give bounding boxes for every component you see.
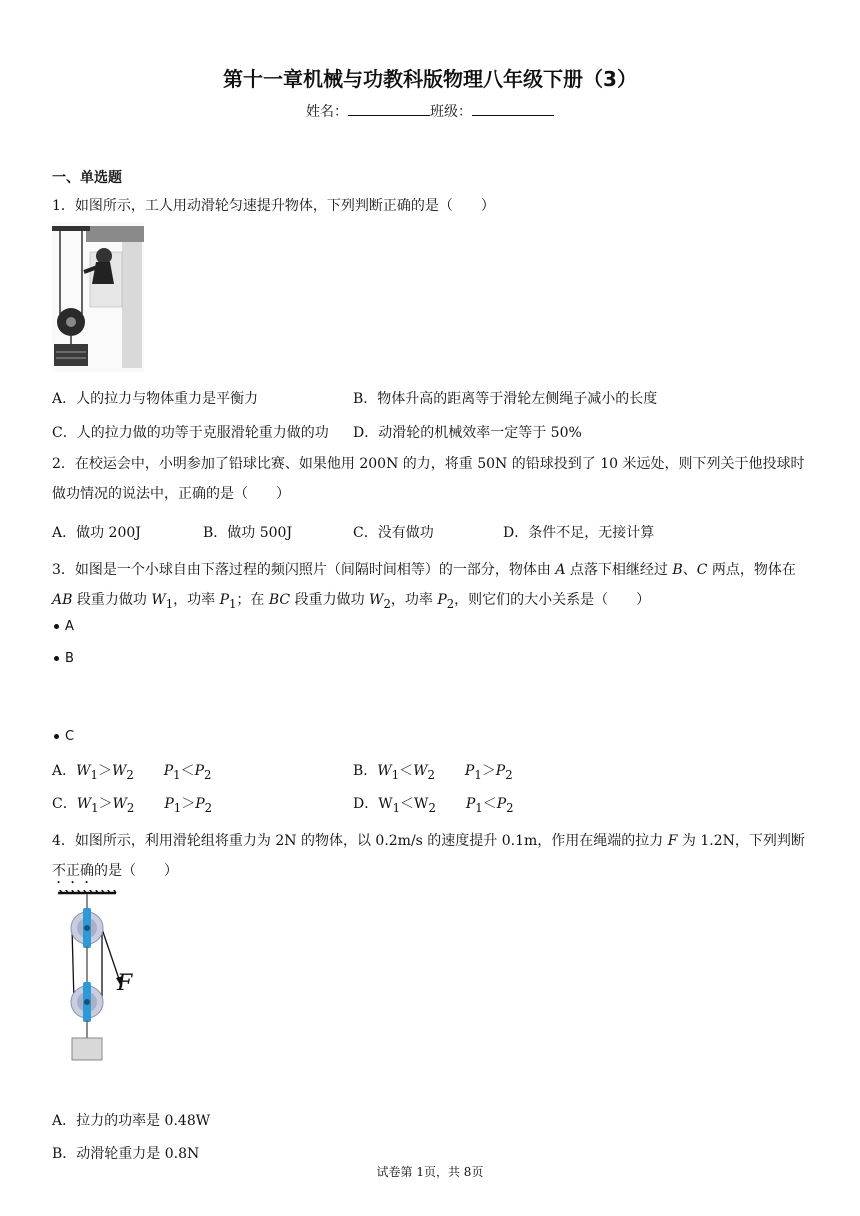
q1-option-a[interactable]: A．人的拉力与物体重力是平衡力: [52, 391, 259, 407]
question-4-stem: 4．如图所示，利用滑轮组将重力为 2N 的物体，以 0.2m/s 的速度提升 0.1m，作用在绳端的拉力 F 为 1.2N，下列判断不正确的是（ ）: [52, 833, 805, 879]
q1-option-d[interactable]: D．动滑轮的机械效率一定等于 50%: [353, 425, 582, 441]
emphasis-not-correct: 不正确: [52, 863, 94, 879]
ball-dot-icon: [54, 624, 59, 629]
question-3-stem: 3．如图是一个小球自由下落过程的频闪照片（间隔时间相等）的一部分，物体由 A 点落下相继经过 B、C 两点，物体在 AB 段重力做功 $W_1$，功率 $P_1$；在 BC 段重力做功 $W_2$，功率 $P_2$，则它们的大小关系是（ ）: [52, 562, 796, 611]
q4-option-a[interactable]: A．拉力的功率是 0.48W: [52, 1113, 211, 1129]
force-f-label: F: [117, 971, 133, 996]
ball-dot-icon: [54, 656, 59, 661]
ball-dot-icon: [54, 734, 59, 739]
q3-option-a[interactable]: A．$W_1>W_2$ $P_1<P_2$: [52, 763, 212, 782]
page-title: 第十一章机械与功教科版物理八年级下册（3）: [223, 67, 637, 91]
q2-option-c[interactable]: C．没有做功: [353, 525, 434, 541]
pulley-block-figure: [56, 890, 148, 1062]
q3-option-c[interactable]: C．$W_1>W_2$ $P_1>P_2$: [52, 796, 213, 815]
figure-point-c: C: [54, 729, 74, 744]
question-1-stem: 1．如图所示，工人用动滑轮匀速提升物体，下列判断正确的是（ ）: [52, 198, 495, 214]
name-class-line: [0, 101, 860, 121]
class-label: 班级：: [430, 104, 472, 120]
q1-option-b[interactable]: B．物体升高的距离等于滑轮左侧绳子减小的长度: [353, 391, 658, 407]
section-title: 一、单选题: [52, 170, 122, 186]
name-blank: [348, 103, 430, 116]
q3-option-d[interactable]: D．$W_1<W_2$ $P_1<P_2$: [353, 796, 514, 815]
q4-option-b[interactable]: B．动滑轮重力是 0.8N: [52, 1146, 200, 1162]
name-label: 姓名：: [306, 104, 348, 120]
worker-pulley-figure: [52, 222, 144, 372]
page-footer: 试卷第 1页，共 8页: [376, 1165, 484, 1179]
q3-option-b[interactable]: B．$W_1<W_2$ $P_1>P_2$: [353, 763, 513, 782]
q2-option-d[interactable]: D．条件不足，无接计算: [503, 525, 655, 541]
figure-point-b: B: [54, 651, 74, 666]
question-2-stem: 2．在校运会中，小明参加了铅球比赛、如果他用 200N 的力，将重 50N 的铅球投到了 10 米远处，则下列关于他投球时做功情况的说法中，正确的是（ ）: [52, 456, 805, 502]
figure-point-a: A: [54, 619, 74, 634]
q2-option-b[interactable]: B．做功 500J: [203, 525, 293, 541]
q1-option-c[interactable]: C．人的拉力做的功等于克服滑轮重力做的功: [52, 425, 329, 441]
class-blank: [472, 103, 554, 116]
q2-option-a[interactable]: A．做功 200J: [52, 525, 141, 541]
